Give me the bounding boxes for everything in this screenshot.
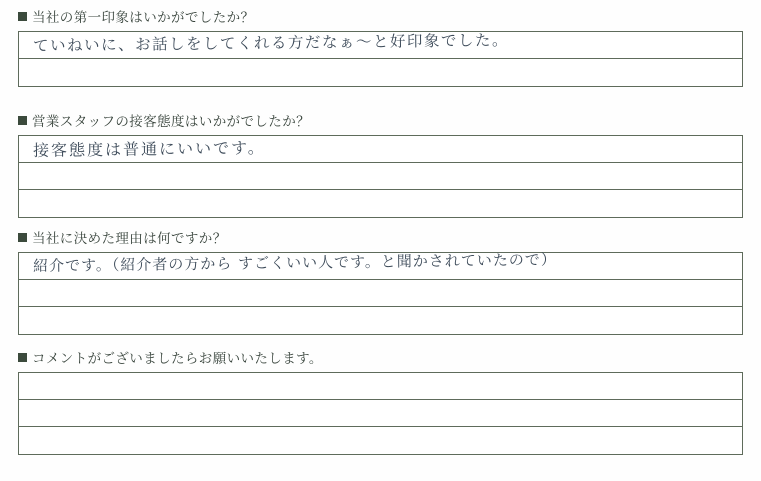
- question-block-4: [18, 347, 743, 455]
- question-label-3: [18, 227, 743, 247]
- answer-line[interactable]: [19, 190, 742, 217]
- question-label-4: [18, 347, 743, 367]
- answer-box-2[interactable]: [18, 135, 743, 218]
- answer-line[interactable]: [19, 32, 742, 59]
- question-block-2: [18, 110, 743, 218]
- answer-line[interactable]: [19, 136, 742, 163]
- question-label-text-3: 当社に決めた理由は何ですか？: [32, 231, 227, 246]
- answer-line[interactable]: [19, 163, 742, 190]
- answer-line[interactable]: [19, 59, 742, 86]
- question-label-2: [18, 110, 743, 130]
- answer-box-3[interactable]: [18, 252, 743, 335]
- question-label-text-4: コメントがございましたらお願いいたします。: [32, 351, 323, 366]
- handwritten-answer-3: 紹介です。（紹介者の方から すごくいい人です。と聞かされていたので）: [32, 250, 557, 275]
- square-bullet-icon: [18, 233, 27, 242]
- answer-box-4[interactable]: [18, 372, 743, 455]
- handwritten-answer-1: ていねいに、お話しをしてくれる方だなぁ～と好印象でした。: [32, 31, 510, 55]
- square-bullet-icon: [18, 353, 27, 362]
- answer-line[interactable]: [19, 400, 742, 427]
- question-block-1: [18, 6, 743, 87]
- question-label-text-1: 当社の第一印象はいかがでしたか？: [32, 10, 255, 25]
- answer-line[interactable]: [19, 373, 742, 400]
- answer-line[interactable]: [19, 307, 742, 334]
- square-bullet-icon: [18, 116, 27, 125]
- question-label-1: [18, 6, 743, 26]
- handwritten-answer-2: 接客態度は普通にいいです。: [32, 138, 266, 160]
- answer-line[interactable]: [19, 280, 742, 307]
- question-block-3: [18, 227, 743, 335]
- answer-box-1[interactable]: [18, 31, 743, 87]
- question-label-text-2: 営業スタッフの接客態度はいかがでしたか？: [32, 114, 310, 129]
- answer-line[interactable]: [19, 250, 742, 280]
- answer-line[interactable]: [19, 427, 742, 454]
- square-bullet-icon: [18, 12, 27, 21]
